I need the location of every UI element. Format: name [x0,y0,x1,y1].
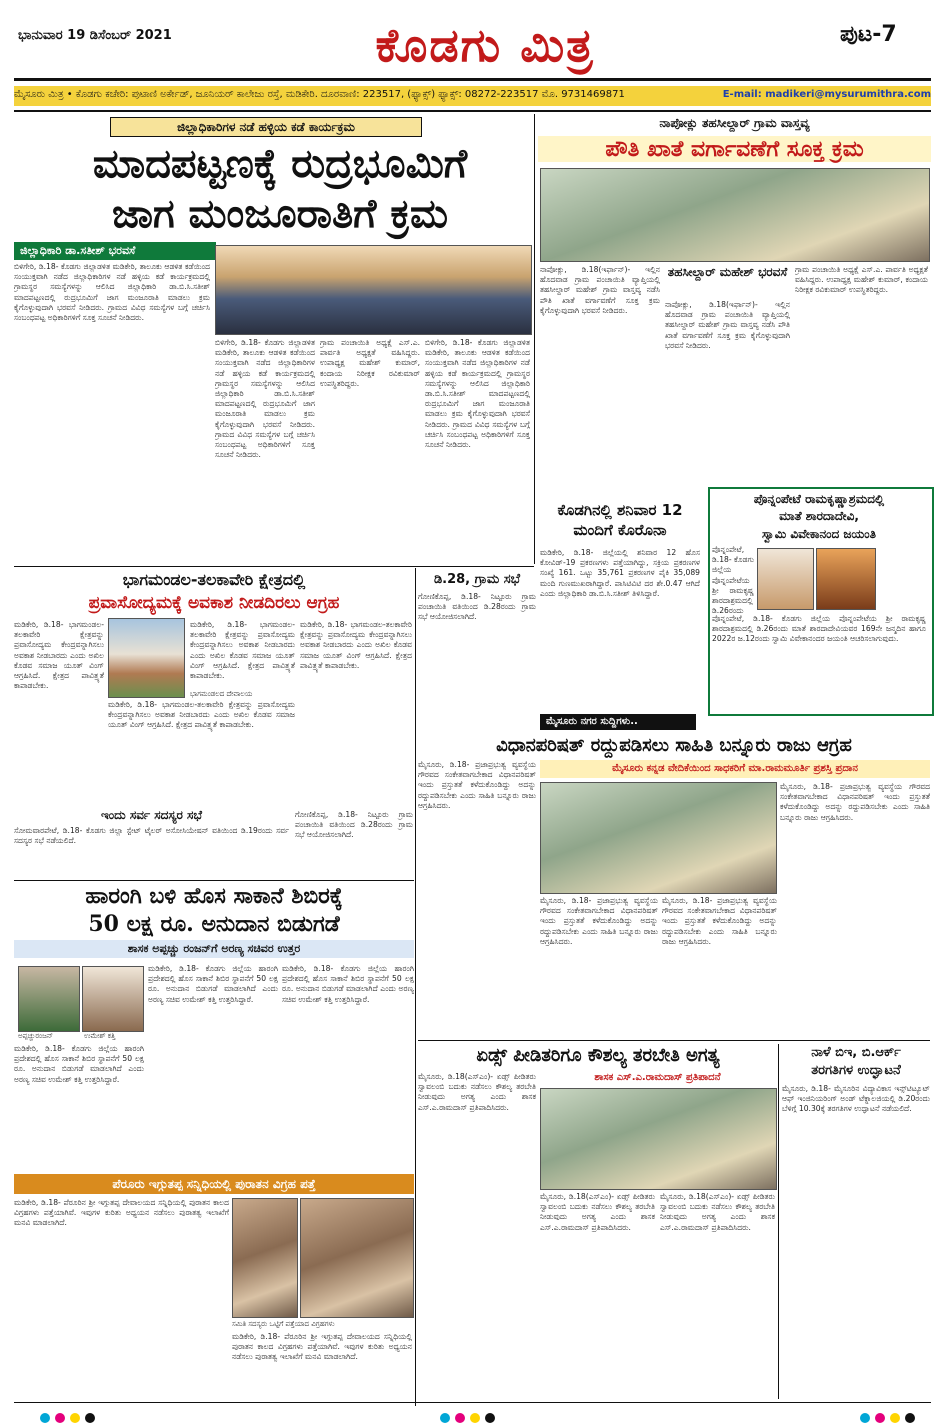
column-divider [534,114,535,564]
story7-headline: ಇಂದು ಸರ್ವ ಸದಸ್ಯರ ಸಭೆ [100,808,203,822]
story8-headline-line1: ಹಾರಂಗಿ ಬಳಿ ಹೊಸ ಸಾಕಾನೆ ಶಿಬಿರಕ್ಕೆ [85,883,343,909]
magenta-dot [875,1413,885,1423]
story3-body: ಮಡಿಕೇರಿ, ಡಿ.18- ಜಿಲ್ಲೆಯಲ್ಲಿ ಶನಿವಾರ 12 ಹೊಸ ಕೋವಿಡ್-19 ಪ್ರಕರಣಗಳು ಪತ್ತೆಯಾಗಿದ್ದು, ಸಕ್ರಿಯ ಪ್ರಕರಣಗಳ ಸಂಖ್ಯೆ 161. ಒಟ್ಟು 35,761 ಪ್ರಕರಣಗಳ ಪೈಕಿ 35,089 ಮಂದಿ ಗುಣಮುಖರಾಗಿದ್ದಾರೆ. ಪಾಸಿಟಿವಿಟಿ ದರ ಶೇ.0.47 ಆಗಿದೆ ಎಂದು ಜಿಲ್ಲಾಧಿಕಾರಿ ಡಾ.ಬಿ.ಸಿ.ಸತೀಶ್ ತಿಳಿಸಿದ್ದಾರೆ. [540,548,700,598]
vivekananda-photo [816,548,876,610]
story4-body: ಪೊನ್ನಂಪೇಟೆ, ಡಿ.18- ಕೊಡಗು ಜಿಲ್ಲೆಯ ಪೊನ್ನಂಪೇಟೆಯ ಶ್ರೀ ರಾಮಕೃಷ್ಣ ಶಾರದಾಶ್ರಮದಲ್ಲಿ ಡಿ.26ರಂದು ಮಾತೆ ಶಾರದಾದೇವಿಯವರ 169ನೇ ಜನ್ಮದಿನ ಹಾಗೂ 2022ರ ಜ.12ರಂದು ಸ್ವಾಮಿ ವಿವೇಕಾನಂದರ ಜಯಂತಿ ಆಚರಿಸಲಾಗುವುದು. [712,614,926,644]
bottom-rule [14,1402,931,1403]
magenta-dot [455,1413,465,1423]
story9-body: ಮಡಿಕೇರಿ, ಡಿ.18- ಪೆರೂರಿನ ಶ್ರೀ ಇಗ್ಗುತಪ್ಪ ದೇವಾಲಯದ ಸನ್ನಿಧಿಯಲ್ಲಿ ಪುರಾತನ ಕಾಲದ ವಿಗ್ರಹಗಳು ಪತ್ತೆಯಾಗಿವೆ. ಇವುಗಳ ಕುರಿತು ಅಧ್ಯಯನ ನಡೆಸಲು ಪುರಾತತ್ವ ಇಲಾಖೆಗೆ ಮನವಿ ಮಾಡಲಾಗಿದೆ. [14,1198,229,1228]
story8-top-rule [14,880,414,881]
yellow-dot [70,1413,80,1423]
story11-subhead: ಶಾಸಕ ಎಸ್.ಎ.ರಾಮದಾಸ್ ಪ್ರತಿಪಾದನೆ [594,1072,721,1083]
story7-body: ಸೋಮವಾರಪೇಟೆ, ಡಿ.18- ಕೊಡಗು ಜಿಲ್ಲಾ ಸ್ಟೇಟ್ ಟೈಲರ್ ಅಸೋಸಿಯೇಷನ್ ವತಿಯಿಂದ ಡಿ.19ರಂದು ಸರ್ವ ಸದಸ್ಯರ ಸಭೆ ನಡೆಯಲಿದೆ. [14,826,289,846]
masthead-rule [14,78,931,81]
yellow-dot [470,1413,480,1423]
contact-address: ಮೈಸೂರು ಮಿತ್ರ • ಕೊಡಗು ಕಚೇರಿ: ಪುಟಾಣಿ ಅರ್ಕೇಡ್, ಜೂನಿಯರ್ ಕಾಲೇಜು ರಸ್ತೆ, ಮಡಿಕೇರಿ. ದೂರವಾಣಿ: 223517, (ಫ್ಯಾಕ್ಸ್) ಫ್ಯಾಕ್ಸ್: 08272-223517 ಮೊ. 9731469871 [14,89,625,100]
story4-headline-line3: ಸ್ವಾಮಿ ವಿವೇಕಾನಂದ ಜಯಂತಿ [762,527,876,541]
story12-headline-line2: ತರಗತಿಗಳ ಉದ್ಘಾಟನೆ [811,1063,901,1078]
story6-headline: ಡಿ.28, ಗ್ರಾಮ ಸಭೆ [433,572,521,587]
story7-body-col2: ಗೋಣಿಕೊಪ್ಪ, ಡಿ.18- ನಿಟ್ಟೂರು ಗ್ರಾಮ ಪಂಚಾಯಿತಿ ವತಿಯಿಂದ ಡಿ.28ರಂದು ಗ್ರಾಮ ಸಭೆ ಆಯೋಜಿಸಲಾಗಿದೆ. [295,810,413,840]
story12-body: ಮೈಸೂರು, ಡಿ.18- ಮೈಸೂರಿನ ವಿದ್ಯಾವಿಕಾಸ ಇನ್ಸ್‌ಟಿಟ್ಯೂಟ್ ಆಫ್ ಇಂಜಿನಿಯರಿಂಗ್ ಅಂಡ್ ಟೆಕ್ನಾಲಜಿಯಲ್ಲಿ ಡಿ.20ರಂದು ಬೆಳಿಗ್ಗೆ 10.30ಕ್ಕೆ ತರಗತಿಗಳ ಉದ್ಘಾಟನೆ ನಡೆಯಲಿದೆ. [782,1084,930,1114]
print-registration-dots-center [440,1408,500,1427]
story2-body-col1: ನಾಪೋಕ್ಲು, ಡಿ.18(ಇರ್ಫಾನ್)- ಇಲ್ಲಿನ ಹೊದವಾಡ ಗ್ರಾಮ ಪಂಚಾಯಿತಿ ವ್ಯಾಪ್ತಿಯಲ್ಲಿ ತಹಸೀಲ್ದಾರ್ ಮಹೇಶ್ ಗ್ರಾಮ ವಾಸ್ತವ್ಯ ನಡೆಸಿ ಪೌತಿ ಖಾತೆ ವರ್ಗಾವಣೆಗೆ ಸೂಕ್ತ ಕ್ರಮ ಕೈಗೊಳ್ಳುವುದಾಗಿ ಭರವಸೆ ನೀಡಿದರು. [540,265,660,315]
story2-body-col3: ಗ್ರಾಮ ಪಂಚಾಯಿತಿ ಅಧ್ಯಕ್ಷೆ ಎಸ್.ಎ. ಪಾರ್ವತಿ ಅಧ್ಯಕ್ಷತೆ ವಹಿಸಿದ್ದರು. ಉಪಾಧ್ಯಕ್ಷ ಮಹೇಶ್ ಕುಮಾರ್, ಕಂದಾಯ ನಿರೀಕ್ಷಕ ರವಿಕುಮಾರ್ ಉಪಸ್ಥಿತರಿದ್ದರು. [795,265,928,295]
appachu-ranjan-photo [18,966,80,1032]
story8-caption-left: ಅಪ್ಪಚ್ಚುರಂಜನ್ [18,1032,54,1040]
story11-headline: ಏಡ್ಸ್ ಪೀಡಿತರಿಗೂ ಕೌಶಲ್ಯ ತರಬೇತಿ ಅಗತ್ಯ [476,1045,720,1066]
story12-headline-line1: ನಾಳೆ ಬಿಇ, ಬಿ.ಆರ್ಕ್ [811,1045,901,1060]
story9-caption: ಸಮಿತಿ ಸದಸ್ಯರು ಒಟ್ಟಿಗೆ ಪತ್ತೆಯಾದ ವಿಗ್ರಹಗಳು [232,1320,335,1328]
story10-body-col3: ಮೈಸೂರು, ಡಿ.18- ಪ್ರಜಾಪ್ರಭುತ್ವ ವ್ಯವಸ್ಥೆಯ ಗೌರವದ ಸಂಕೇತವಾಗಬೇಕಾದ ವಿಧಾನಪರಿಷತ್ ಇಂದು ಪ್ರಸ್ತುತತೆ ಕಳೆದುಕೊಂಡಿದ್ದು ಅದನ್ನು ರದ್ದುಪಡಿಸಬೇಕು ಎಂದು ಸಾಹಿತಿ ಬನ್ನೂರು ರಾಜು ಆಗ್ರಹಿಸಿದರು. [662,896,777,946]
magenta-dot [55,1413,65,1423]
page-number: ಪುಟ-7 [840,22,897,47]
story1-headline-line1: ಮಾದಪಟ್ಟಣಕ್ಕೆ ರುದ್ರಭೂಮಿಗೆ [92,140,468,187]
story5-caption: ಭಾಗಮಂಡಲದ ದೇವಾಲಯ [190,690,253,698]
story8-subhead: ಶಾಸಕ ಅಪ್ಪಚ್ಚು ರಂಜನ್‌ಗೆ ಅರಣ್ಯ ಸಚಿವರ ಉತ್ತರ [14,940,414,958]
middle-divider [415,568,416,1406]
story5-body-col2: ಮಡಿಕೇರಿ, ಡಿ.18- ಭಾಗಮಂಡಲ-ತಲಕಾವೇರಿ ಕ್ಷೇತ್ರವನ್ನು ಪ್ರವಾಸೋದ್ಯಮ ಕೇಂದ್ರವನ್ನಾಗಿಸಲು ಅವಕಾಶ ನೀಡಬಾರದು ಎಂದು ಅಖಿಲ ಕೊಡವ ಸಮಾಜ ಯೂತ್ ವಿಂಗ್ ಆಗ್ರಹಿಸಿದೆ. ಕ್ಷೇತ್ರದ ಪಾವಿತ್ರ್ಯತೆ ಕಾಪಾಡಬೇಕು. [108,700,295,730]
umesh-katti-photo [82,966,144,1032]
print-registration-dots-left [40,1408,100,1427]
story5-body-col1: ಮಡಿಕೇರಿ, ಡಿ.18- ಭಾಗಮಂಡಲ-ತಲಕಾವೇರಿ ಕ್ಷೇತ್ರವನ್ನು ಪ್ರವಾಸೋದ್ಯಮ ಕೇಂದ್ರವನ್ನಾಗಿಸಲು ಅವಕಾಶ ನೀಡಬಾರದು ಎಂದು ಅಖಿಲ ಕೊಡವ ಸಮಾಜ ಯೂತ್ ವಿಂಗ್ ಆಗ್ರಹಿಸಿದೆ. ಕ್ಷೇತ್ರದ ಪಾವಿತ್ರ್ಯತೆ ಕಾಪಾಡಬೇಕು. [14,620,104,691]
story8-body-col3: ಮಡಿಕೇರಿ, ಡಿ.18- ಕೊಡಗು ಜಿಲ್ಲೆಯ ಹಾರಂಗಿ ಪ್ರದೇಶದಲ್ಲಿ ಹೊಸ ಸಾಕಾನೆ ಶಿಬಿರ ಸ್ಥಾಪನೆಗೆ 50 ಲಕ್ಷ ರೂ. ಅನುದಾನ ಬಿಡುಗಡೆ ಮಾಡಲಾಗಿದೆ ಎಂದು ಅರಣ್ಯ ಸಚಿವ ಉಮೇಶ್ ಕತ್ತಿ ಉತ್ತರಿಸಿದ್ದಾರೆ. [282,964,414,1004]
contact-email: E-mail: madikeri@mysurumithra.com [722,89,931,100]
newspaper-title: ಕೊಡಗು ಮಿತ್ರ [375,18,595,72]
story5-body-col4: ಮಡಿಕೇರಿ, ಡಿ.18- ಭಾಗಮಂಡಲ-ತಲಕಾವೇರಿ ಕ್ಷೇತ್ರವನ್ನು ಪ್ರವಾಸೋದ್ಯಮ ಕೇಂದ್ರವನ್ನಾಗಿಸಲು ಅವಕಾಶ ನೀಡಬಾರದು ಎಂದು ಅಖಿಲ ಕೊಡವ ಸಮಾಜ ಯೂತ್ ವಿಂಗ್ ಆಗ್ರಹಿಸಿದೆ. ಕ್ಷೇತ್ರದ ಪಾವಿತ್ರ್ಯತೆ ಕಾಪಾಡಬೇಕು. [300,620,412,670]
story10-kicker: ಮೈಸೂರು ನಗರ ಸುದ್ದಿಗಳು.. [540,714,696,730]
sharada-devi-photo [757,548,814,610]
story5-kicker: ಭಾಗಮಂಡಲ-ತಲಕಾವೇರಿ ಕ್ಷೇತ್ರದಲ್ಲಿ [122,570,306,589]
black-dot [485,1413,495,1423]
story1-headline-line2: ಜಾಗ ಮಂಜೂರಾತಿಗೆ ಕ್ರಮ [111,190,449,237]
contact-rule [14,110,931,112]
story11-top-rule [418,1040,930,1041]
black-dot [85,1413,95,1423]
story5-body-col3: ಮಡಿಕೇರಿ, ಡಿ.18- ಭಾಗಮಂಡಲ-ತಲಕಾವೇರಿ ಕ್ಷೇತ್ರವನ್ನು ಪ್ರವಾಸೋದ್ಯಮ ಕೇಂದ್ರವನ್ನಾಗಿಸಲು ಅವಕಾಶ ನೀಡಬಾರದು ಎಂದು ಅಖಿಲ ಕೊಡವ ಸಮಾಜ ಯೂತ್ ವಿಂಗ್ ಆಗ್ರಹಿಸಿದೆ. ಕ್ಷೇತ್ರದ ಪಾವಿತ್ರ್ಯತೆ ಕಾಪಾಡಬೇಕು. [190,620,295,681]
story2-headline: ಪೌತಿ ಖಾತೆ ವರ್ಗಾವಣೆಗೆ ಸೂಕ್ತ ಕ್ರಮ [538,136,931,162]
story5-headline: ಪ್ರವಾಸೋದ್ಯಮಕ್ಕೆ ಅವಕಾಶ ನೀಡದಿರಲು ಆಗ್ರಹ [88,593,340,613]
story9-idol-photo-2 [300,1198,414,1318]
issue-date: ಭಾನುವಾರ 19 ಡಿಸೆಂಬರ್ 2021 [18,28,172,43]
story2-kicker: ನಾಪೋಕ್ಲು ತಹಸೀಲ್ದಾರ್ ಗ್ರಾಮ ವಾಸ್ತವ್ಯ [659,116,810,130]
story2-photo [540,168,930,262]
black-dot [905,1413,915,1423]
story11-body-col1: ಮೈಸೂರು, ಡಿ.18(ಎಸ್‌ಎಂ)- ಏಡ್ಸ್ ಪೀಡಿತರು ಸ್ವಾವಲಂಬಿ ಬದುಕು ನಡೆಸಲು ಕೌಶಲ್ಯ ತರಬೇತಿ ನೀಡುವುದು ಅಗತ್ಯ ಎಂದು ಶಾಸಕ ಎಸ್.ಎ.ರಾಮದಾಸ್ ಪ್ರತಿಪಾದಿಸಿದರು. [418,1072,536,1112]
story10-body-col1: ಮೈಸೂರು, ಡಿ.18- ಪ್ರಜಾಪ್ರಭುತ್ವ ವ್ಯವಸ್ಥೆಯ ಗೌರವದ ಸಂಕೇತವಾಗಬೇಕಾದ ವಿಧಾನಪರಿಷತ್ ಇಂದು ಪ್ರಸ್ತುತತೆ ಕಳೆದುಕೊಂಡಿದ್ದು ಅದನ್ನು ರದ್ದುಪಡಿಸಬೇಕು ಎಂದು ಸಾಹಿತಿ ಬನ್ನೂರು ರಾಜು ಆಗ್ರಹಿಸಿದರು. [418,760,536,810]
story2-subhead: ತಹಸೀಲ್ದಾರ್ ಮಹೇಶ್ ಭರವಸೆ [667,265,788,279]
story6-body: ಗೋಣಿಕೊಪ್ಪ, ಡಿ.18- ನಿಟ್ಟೂರು ಗ್ರಾಮ ಪಂಚಾಯಿತಿ ವತಿಯಿಂದ ಡಿ.28ರಂದು ಗ್ರಾಮ ಸಭೆ ಆಯೋಜಿಸಲಾಗಿದೆ. [418,592,536,622]
story10-award-photo [540,782,777,894]
story1-tag: ಜಿಲ್ಲಾಧಿಕಾರಿ ಡಾ.ಸತೀಶ್ ಭರವಸೆ [14,242,216,260]
story9-body-col2: ಮಡಿಕೇರಿ, ಡಿ.18- ಪೆರೂರಿನ ಶ್ರೀ ಇಗ್ಗುತಪ್ಪ ದೇವಾಲಯದ ಸನ್ನಿಧಿಯಲ್ಲಿ ಪುರಾತನ ಕಾಲದ ವಿಗ್ರಹಗಳು ಪತ್ತೆಯಾಗಿವೆ. ಇವುಗಳ ಕುರಿತು ಅಧ್ಯಯನ ನಡೆಸಲು ಪುರಾತತ್ವ ಇಲಾಖೆಗೆ ಮನವಿ ಮಾಡಲಾಗಿದೆ. [232,1332,412,1362]
story4-headline-line2: ಮಾತೆ ಶಾರದಾದೇವಿ, [779,509,859,523]
story10-body-col4: ಮೈಸೂರು, ಡಿ.18- ಪ್ರಜಾಪ್ರಭುತ್ವ ವ್ಯವಸ್ಥೆಯ ಗೌರವದ ಸಂಕೇತವಾಗಬೇಕಾದ ವಿಧಾನಪರಿಷತ್ ಇಂದು ಪ್ರಸ್ತುತತೆ ಕಳೆದುಕೊಂಡಿದ್ದು ಅದನ್ನು ರದ್ದುಪಡಿಸಬೇಕು ಎಂದು ಸಾಹಿತಿ ಬನ್ನೂರು ರಾಜು ಆಗ್ರಹಿಸಿದರು. [780,782,930,822]
cyan-dot [860,1413,870,1423]
story11-body-col3: ಮೈಸೂರು, ಡಿ.18(ಎಸ್‌ಎಂ)- ಏಡ್ಸ್ ಪೀಡಿತರು ಸ್ವಾವಲಂಬಿ ಬದುಕು ನಡೆಸಲು ಕೌಶಲ್ಯ ತರಬೇತಿ ನೀಡುವುದು ಅಗತ್ಯ ಎಂದು ಶಾಸಕ ಎಸ್.ಎ.ರಾಮದಾಸ್ ಪ್ರತಿಪಾದಿಸಿದರು. [660,1192,775,1232]
story12-divider [778,1044,779,1399]
story5-temple-photo [108,618,185,698]
story10-headline: ವಿಧಾನಪರಿಷತ್ ರದ್ದುಪಡಿಸಲು ಸಾಹಿತಿ ಬನ್ನೂರು ರಾಜು ಆಗ್ರಹ [496,735,852,756]
story1-kicker: ಜಿಲ್ಲಾಧಿಕಾರಿಗಳ ನಡೆ ಹಳ್ಳಿಯ ಕಡೆ ಕಾರ್ಯಕ್ರಮ [110,117,422,137]
yellow-dot [890,1413,900,1423]
story9-headline: ಪೆರೂರು ಇಗ್ಗುತಪ್ಪ ಸನ್ನಿಧಿಯಲ್ಲಿ ಪುರಾತನ ವಿಗ್ರಹ ಪತ್ತೆ [14,1174,414,1194]
story8-body-col1: ಮಡಿಕೇರಿ, ಡಿ.18- ಕೊಡಗು ಜಿಲ್ಲೆಯ ಹಾರಂಗಿ ಪ್ರದೇಶದಲ್ಲಿ ಹೊಸ ಸಾಕಾನೆ ಶಿಬಿರ ಸ್ಥಾಪನೆಗೆ 50 ಲಕ್ಷ ರೂ. ಅನುದಾನ ಬಿಡುಗಡೆ ಮಾಡಲಾಗಿದೆ ಎಂದು ಅರಣ್ಯ ಸಚಿವ ಉಮೇಶ್ ಕತ್ತಿ ಉತ್ತರಿಸಿದ್ದಾರೆ. [14,1044,144,1084]
print-registration-dots-right [860,1408,920,1427]
cyan-dot [440,1413,450,1423]
story1-photo [215,245,532,335]
story1-body-col4: ಬಿಳಿಗೇರಿ, ಡಿ.18- ಕೊಡಗು ಜಿಲ್ಲಾಡಳಿತ ಮಡಿಕೇರಿ, ತಾಲೂಕು ಆಡಳಿತ ಕಡೆಯಿಂದ ಸಂಯುಕ್ತವಾಗಿ ನಡೆದ ಜಿಲ್ಲಾಧಿಕಾರಿಗಳ ನಡೆ ಹಳ್ಳಿಯ ಕಡೆ ಕಾರ್ಯಕ್ರಮದಲ್ಲಿ ಗ್ರಾಮಸ್ಥರ ಸಮಸ್ಯೆಗಳನ್ನು ಆಲಿಸಿದ ಜಿಲ್ಲಾಧಿಕಾರಿ ಡಾ.ಬಿ.ಸಿ.ಸತೀಶ್ ಮಾದಪಟ್ಟಣದಲ್ಲಿ ರುದ್ರಭೂಮಿಗೆ ಜಾಗ ಮಂಜೂರಾತಿ ಮಾಡಲು ಕ್ರಮ ಕೈಗೊಳ್ಳುವುದಾಗಿ ಭರವಸೆ ನೀಡಿದರು. ಗ್ರಾಮದ ವಿವಿಧ ಸಮಸ್ಯೆಗಳ ಬಗ್ಗೆ ಚರ್ಚಿಸಿ ಸಂಬಂಧಪಟ್ಟ ಅಧಿಕಾರಿಗಳಿಗೆ ಸೂಕ್ತ ಸೂಚನೆ ನೀಡಿದರು. [425,338,530,450]
section-divider-left [14,566,534,567]
story10-subhead: ಮೈಸೂರು ಕನ್ನಡ ವೇದಿಕೆಯಿಂದ ಸಾಧಕರಿಗೆ ಮಾ.ರಾಮಮೂರ್ತಿ ಪ್ರಶಸ್ತಿ ಪ್ರದಾನ [540,760,930,778]
story10-body-col2: ಮೈಸೂರು, ಡಿ.18- ಪ್ರಜಾಪ್ರಭುತ್ವ ವ್ಯವಸ್ಥೆಯ ಗೌರವದ ಸಂಕೇತವಾಗಬೇಕಾದ ವಿಧಾನಪರಿಷತ್ ಇಂದು ಪ್ರಸ್ತುತತೆ ಕಳೆದುಕೊಂಡಿದ್ದು ಅದನ್ನು ರದ್ದುಪಡಿಸಬೇಕು ಎಂದು ಸಾಹಿತಿ ಬನ್ನೂರು ರಾಜು ಆಗ್ರಹಿಸಿದರು. [540,896,658,946]
story4-body-side: ಪೊನ್ನಂಪೇಟೆ, ಡಿ.18- ಕೊಡಗು ಜಿಲ್ಲೆಯ ಪೊನ್ನಂಪೇಟೆಯ ಶ್ರೀ ರಾಮಕೃಷ್ಣ ಶಾರದಾಶ್ರಮದಲ್ಲಿ ಡಿ.26ರಂದು [712,545,754,615]
story8-body-col2: ಮಡಿಕೇರಿ, ಡಿ.18- ಕೊಡಗು ಜಿಲ್ಲೆಯ ಹಾರಂಗಿ ಪ್ರದೇಶದಲ್ಲಿ ಹೊಸ ಸಾಕಾನೆ ಶಿಬಿರ ಸ್ಥಾಪನೆಗೆ 50 ಲಕ್ಷ ರೂ. ಅನುದಾನ ಬಿಡುಗಡೆ ಮಾಡಲಾಗಿದೆ ಎಂದು ಅರಣ್ಯ ಸಚಿವ ಉಮೇಶ್ ಕತ್ತಿ ಉತ್ತರಿಸಿದ್ದಾರೆ. [148,964,278,1004]
story8-headline-line2: 50 ಲಕ್ಷ ರೂ. ಅನುದಾನ ಬಿಡುಗಡೆ [88,911,340,937]
story8-caption-right: ಉಮೇಶ್ ಕತ್ತಿ [84,1032,116,1040]
story1-body-col3: ಗ್ರಾಮ ಪಂಚಾಯಿತಿ ಅಧ್ಯಕ್ಷೆ ಎಸ್.ಎ. ಪಾರ್ವತಿ ಅಧ್ಯಕ್ಷತೆ ವಹಿಸಿದ್ದರು. ಉಪಾಧ್ಯಕ್ಷ ಮಹೇಶ್ ಕುಮಾರ್, ಕಂದಾಯ ನಿರೀಕ್ಷಕ ರವಿಕುಮಾರ್ ಉಪಸ್ಥಿತರಿದ್ದರು. [320,338,420,388]
story1-body: ಬಿಳಿಗೇರಿ, ಡಿ.18- ಕೊಡಗು ಜಿಲ್ಲಾಡಳಿತ ಮಡಿಕೇರಿ, ತಾಲೂಕು ಆಡಳಿತ ಕಡೆಯಿಂದ ಸಂಯುಕ್ತವಾಗಿ ನಡೆದ ಜಿಲ್ಲಾಧಿಕಾರಿಗಳ ನಡೆ ಹಳ್ಳಿಯ ಕಡೆ ಕಾರ್ಯಕ್ರಮದಲ್ಲಿ ಗ್ರಾಮಸ್ಥರ ಸಮಸ್ಯೆಗಳನ್ನು ಆಲಿಸಿದ ಜಿಲ್ಲಾಧಿಕಾರಿ ಡಾ.ಬಿ.ಸಿ.ಸತೀಶ್ ಮಾದಪಟ್ಟಣದಲ್ಲಿ ರುದ್ರಭೂಮಿಗೆ ಜಾಗ ಮಂಜೂರಾತಿ ಮಾಡಲು ಕ್ರಮ ಕೈಗೊಳ್ಳುವುದಾಗಿ ಭರವಸೆ ನೀಡಿದರು. ಗ್ರಾಮದ ವಿವಿಧ ಸಮಸ್ಯೆಗಳ ಬಗ್ಗೆ ಚರ್ಚಿಸಿ ಸಂಬಂಧಪಟ್ಟ ಅಧಿಕಾರಿಗಳಿಗೆ ಸೂಕ್ತ ಸೂಚನೆ ನೀಡಿದರು. [14,262,210,323]
story2-body-col2: ನಾಪೋಕ್ಲು, ಡಿ.18(ಇರ್ಫಾನ್)- ಇಲ್ಲಿನ ಹೊದವಾಡ ಗ್ರಾಮ ಪಂಚಾಯಿತಿ ವ್ಯಾಪ್ತಿಯಲ್ಲಿ ತಹಸೀಲ್ದಾರ್ ಮಹೇಶ್ ಗ್ರಾಮ ವಾಸ್ತವ್ಯ ನಡೆಸಿ ಪೌತಿ ಖಾತೆ ವರ್ಗಾವಣೆಗೆ ಸೂಕ್ತ ಕ್ರಮ ಕೈಗೊಳ್ಳುವುದಾಗಿ ಭರವಸೆ ನೀಡಿದರು. [665,300,790,350]
story3-headline: ಕೊಡಗಿನಲ್ಲಿ ಶನಿವಾರ 12 ಮಂದಿಗೆ ಕೊರೊನಾ [557,501,683,539]
story4-headline-line1: ಪೊನ್ನಂಪೇಟೆ ರಾಮಕೃಷ್ಣಾಶ್ರಮದಲ್ಲಿ [753,492,885,506]
story11-body-col2: ಮೈಸೂರು, ಡಿ.18(ಎಸ್‌ಎಂ)- ಏಡ್ಸ್ ಪೀಡಿತರು ಸ್ವಾವಲಂಬಿ ಬದುಕು ನಡೆಸಲು ಕೌಶಲ್ಯ ತರಬೇತಿ ನೀಡುವುದು ಅಗತ್ಯ ಎಂದು ಶಾಸಕ ಎಸ್.ಎ.ರಾಮದಾಸ್ ಪ್ರತಿಪಾದಿಸಿದರು. [540,1192,655,1232]
story1-body-col2: ಬಿಳಿಗೇರಿ, ಡಿ.18- ಕೊಡಗು ಜಿಲ್ಲಾಡಳಿತ ಮಡಿಕೇರಿ, ತಾಲೂಕು ಆಡಳಿತ ಕಡೆಯಿಂದ ಸಂಯುಕ್ತವಾಗಿ ನಡೆದ ಜಿಲ್ಲಾಧಿಕಾರಿಗಳ ನಡೆ ಹಳ್ಳಿಯ ಕಡೆ ಕಾರ್ಯಕ್ರಮದಲ್ಲಿ ಗ್ರಾಮಸ್ಥರ ಸಮಸ್ಯೆಗಳನ್ನು ಆಲಿಸಿದ ಜಿಲ್ಲಾಧಿಕಾರಿ ಡಾ.ಬಿ.ಸಿ.ಸತೀಶ್ ಮಾದಪಟ್ಟಣದಲ್ಲಿ ರುದ್ರಭೂಮಿಗೆ ಜಾಗ ಮಂಜೂರಾತಿ ಮಾಡಲು ಕ್ರಮ ಕೈಗೊಳ್ಳುವುದಾಗಿ ಭರವಸೆ ನೀಡಿದರು. ಗ್ರಾಮದ ವಿವಿಧ ಸಮಸ್ಯೆಗಳ ಬಗ್ಗೆ ಚರ್ಚಿಸಿ ಸಂಬಂಧಪಟ್ಟ ಅಧಿಕಾರಿಗಳಿಗೆ ಸೂಕ್ತ ಸೂಚನೆ ನೀಡಿದರು. [215,338,315,460]
story11-photo [540,1088,777,1190]
cyan-dot [40,1413,50,1423]
contact-bar [14,89,931,105]
story9-idol-photo-1 [232,1198,298,1318]
